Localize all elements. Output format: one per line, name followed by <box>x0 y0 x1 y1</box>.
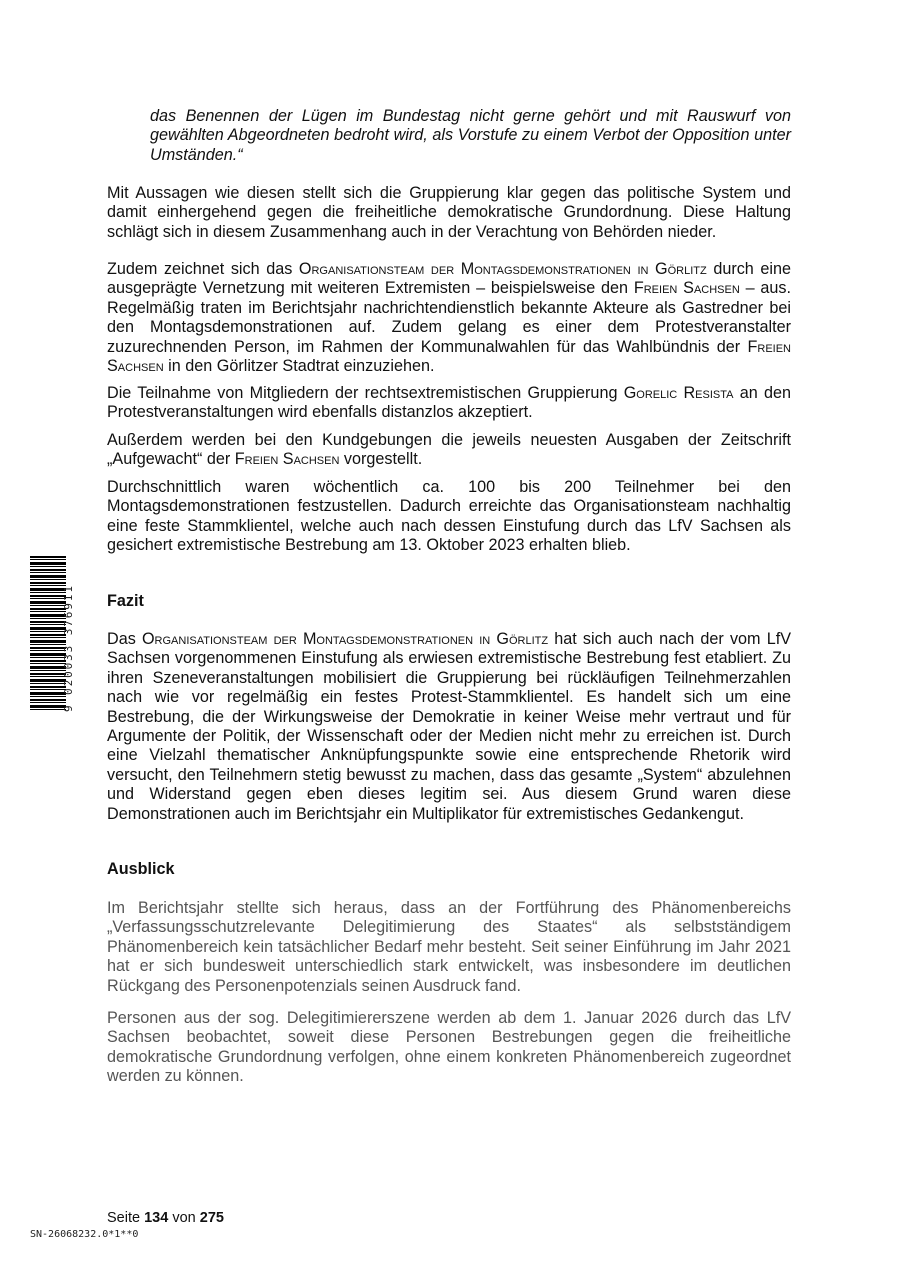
org-name-small-caps: Organisationsteam der Montagsdemonstrationen in Görlitz <box>298 260 707 278</box>
quote-block: das Benennen der Lügen im Bundestag nicht gerne gehört und mit Rauswurf von gewählten Abgeordneten bedroht wird, als Vorstufe zu einem Verbot der Opposition unter Umständen.“ <box>150 107 791 164</box>
freien-sachsen-name-2: Freien Sachsen <box>107 337 791 376</box>
page-label: Seite <box>107 1210 141 1226</box>
heading-fazit: Fazit <box>107 592 144 610</box>
fazit-org-name: Organisationsteam der Montagsdemonstrationen in Görlitz <box>141 630 549 648</box>
paragraph-ausblick-1: Im Berichtsjahr stellte sich heraus, dass an der Fortführung des Phänomenbereichs „Verfassungsschutzrelevante Delegitimierung des Staates“ als selbstständigem Phänomenbereich kein tatsächlicher Bedarf mehr besteht. Seit seiner Einführung im Jahr 2021 hat er sich bundesweit unterschiedlich stark entwickelt, was insbesondere im deutlichen Rückgang des Personenpotenzials seinen Ausdruck fand. <box>107 899 791 995</box>
p4-text-b: vorgestellt. <box>339 450 423 469</box>
freien-sachsen-name-3: Freien Sachsen <box>234 450 340 469</box>
total-pages-number: 275 <box>199 1210 224 1226</box>
freien-sachsen-name: Freien Sachsen <box>633 279 740 298</box>
paragraph-fazit <box>107 630 791 824</box>
document-id: SN-26068232.0*1**0 <box>30 1229 139 1240</box>
gorelic-resista-name: Gorelic Resista <box>623 384 734 402</box>
p3-text-a: Die Teilnahme von Mitgliedern der rechtsextremistischen Gruppierung <box>107 384 624 402</box>
barcode-bars <box>30 556 66 712</box>
p3-text-b: an den Protestveranstaltungen wird ebenfalls distanzlos akzeptiert. <box>107 384 792 422</box>
paragraph-3 <box>107 384 791 423</box>
page-footer <box>107 1210 224 1226</box>
barcode-number: 9 020033 376911 <box>62 584 75 712</box>
p2-text-c: – aus. Regelmäßig traten im Berichtsjahr nachrichtendienstlich bekannte Akteure als Gastredner bei den Montagsdemonstrationen auf. Zudem gelang es einer dem Protestveranstalter zuzurechnenden Person, im Rahmen der Kommunalwahlen für das Wahlbündnis der <box>107 279 791 356</box>
paragraph-4 <box>107 431 791 470</box>
p2-text-b: durch eine ausgeprägte Vernetzung mit weiteren Extremisten – beispielsweise den <box>107 260 791 298</box>
p2-text-a: Zudem zeichnet sich das <box>107 260 299 278</box>
p4-text-a: Außerdem werden bei den Kundgebungen die jeweils neuesten Ausgaben der Zeitschrift „Aufgewacht“ der <box>107 431 791 469</box>
fazit-text-a: Das <box>107 630 142 648</box>
current-page-number: 134 <box>144 1210 169 1226</box>
p2-text-d: in den Görlitzer Stadtrat einzuziehen. <box>163 357 435 376</box>
heading-ausblick: Ausblick <box>107 860 175 878</box>
paragraph-1: Mit Aussagen wie diesen stellt sich die Gruppierung klar gegen das politische System und damit einhergehend gegen die freiheitliche demokratische Grundordnung. Diese Haltung schlägt sich in diesem Zusammenhang auch in der Verachtung von Behörden nieder. <box>107 184 791 241</box>
page-of-label: von <box>172 1210 196 1226</box>
paragraph-2 <box>107 260 791 376</box>
paragraph-5: Durchschnittlich waren wöchentlich ca. 100 bis 200 Teilnehmer bei den Montagsdemonstrationen festzustellen. Dadurch erreichte das Organisationsteam nachhaltig eine feste Stammklientel, welche auch nach dessen Einstufung durch das LfV Sachsen als gesichert extremistische Bestrebung am 13. Oktober 2023 erhalten blieb. <box>107 478 791 555</box>
fazit-text-b: hat sich auch nach der vom LfV Sachsen vorgenommenen Einstufung als erwiesen extremistische Bestrebung fest etabliert. Zu ihren Szeneveranstaltungen mobilisiert die Gruppierung bei rückläufigen Teilnehmerzahlen nach wie vor regelmäßig ein festes Protest-Stammklientel. Es handelt sich um eine Bestrebung, die der Wirkungsweise der Demokratie in keiner Weise mehr vertraut und für Argumente der Politik, der Wissenschaft oder der Medien nicht mehr zu erreichen ist. Durch eine Vielzahl thematischer Anknüpfungspunkte sowie eine entsprechende Rhetorik wird versucht, den Teilnehmern stetig bewusst zu machen, dass das gesamte „System“ abzulehnen und Widerstand gegen eben dieses legitim sei. Aus diesem Grund waren diese Demonstrationen auch im Berichtsjahr ein Multiplikator für extremistisches Gedankengut. <box>107 630 791 823</box>
paragraph-ausblick-2: Personen aus der sog. Delegitimiererszene werden ab dem 1. Januar 2026 durch das LfV Sachsen beobachtet, soweit diese Personen Bestrebungen gegen die freiheitliche demokratische Grundordnung verfolgen, ohne einem konkreten Phänomenbereich zugeordnet werden zu können. <box>107 1009 791 1086</box>
